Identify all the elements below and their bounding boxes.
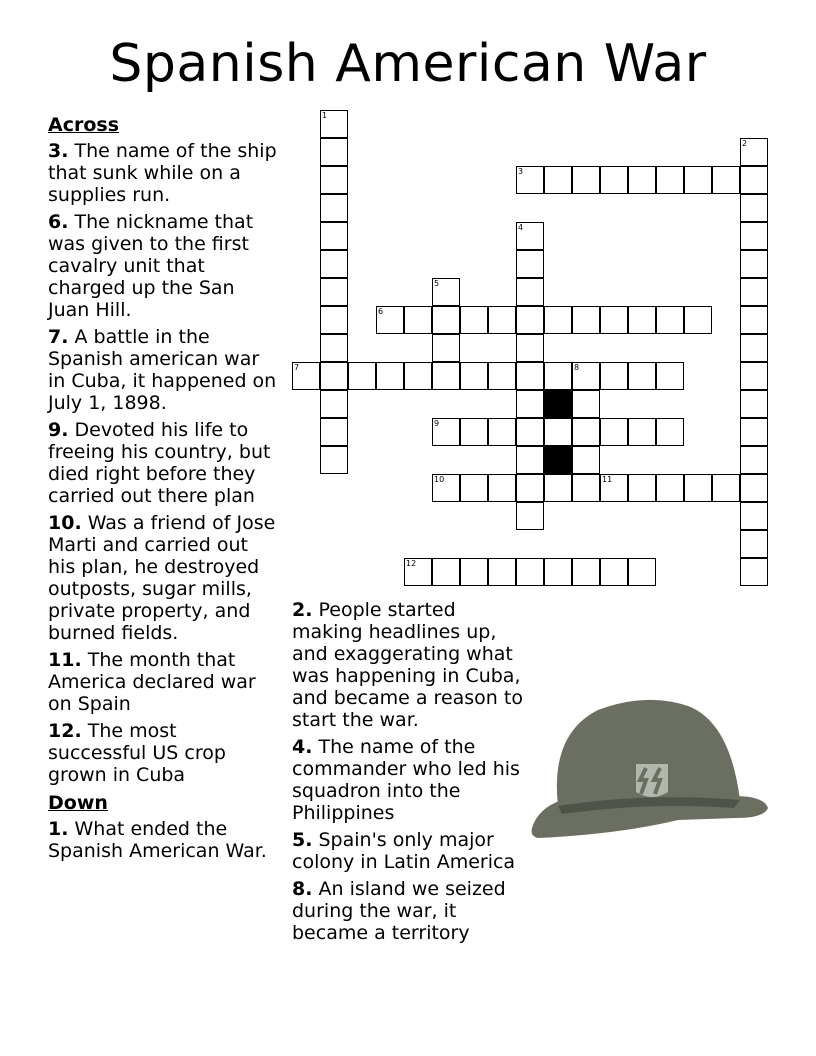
grid-block (544, 390, 572, 418)
grid-cell[interactable] (432, 418, 460, 446)
clue-text: A battle in the Spanish american war in Cuba, it happened on July 1, 1898. (48, 326, 277, 414)
grid-cell[interactable] (320, 250, 348, 278)
grid-cell[interactable] (684, 166, 712, 194)
grid-cell[interactable] (740, 362, 768, 390)
grid-cell[interactable] (516, 306, 544, 334)
cell-number: 3 (518, 167, 524, 176)
grid-cell[interactable] (572, 362, 600, 390)
grid-cell[interactable] (740, 138, 768, 166)
grid-cell[interactable] (656, 474, 684, 502)
clue-item (292, 736, 528, 824)
clue-number: 4. (292, 736, 313, 758)
grid-cell[interactable] (628, 166, 656, 194)
grid-cell[interactable] (432, 558, 460, 586)
clue-item (48, 211, 280, 321)
grid-cell[interactable] (544, 558, 572, 586)
grid-cell[interactable] (320, 418, 348, 446)
cell-number: 2 (742, 139, 748, 148)
clue-item (48, 720, 280, 786)
clue-item (292, 878, 528, 944)
grid-cell[interactable] (740, 222, 768, 250)
cell-number: 6 (378, 307, 384, 316)
grid-cell[interactable] (628, 362, 656, 390)
grid-cell[interactable] (320, 362, 348, 390)
clue-item (48, 649, 280, 715)
grid-cell[interactable] (460, 306, 488, 334)
clue-number: 2. (292, 599, 313, 621)
grid-block (544, 446, 572, 474)
clue-number: 3. (48, 140, 69, 162)
grid-cell[interactable] (320, 278, 348, 306)
grid-cell[interactable] (404, 362, 432, 390)
clue-text: What ended the Spanish American War. (48, 818, 267, 862)
grid-cell[interactable] (600, 166, 628, 194)
grid-cell[interactable] (488, 418, 516, 446)
grid-cell[interactable] (740, 194, 768, 222)
grid-cell[interactable] (432, 306, 460, 334)
grid-cell[interactable] (684, 474, 712, 502)
grid-cell[interactable] (740, 530, 768, 558)
grid-cell[interactable] (740, 446, 768, 474)
grid-cell[interactable] (544, 418, 572, 446)
grid-cell[interactable] (600, 418, 628, 446)
grid-cell[interactable] (656, 306, 684, 334)
grid-cell[interactable] (320, 222, 348, 250)
clue-text: An island we seized during the war, it became a territory (292, 878, 506, 944)
grid-cell[interactable] (376, 362, 404, 390)
grid-cell[interactable] (488, 306, 516, 334)
grid-cell[interactable] (628, 306, 656, 334)
grid-cell[interactable] (572, 558, 600, 586)
grid-cell[interactable] (376, 306, 404, 334)
grid-cell[interactable] (348, 362, 376, 390)
grid-cell[interactable] (740, 474, 768, 502)
grid-cell[interactable] (516, 390, 544, 418)
clue-item (48, 326, 280, 414)
clue-text: People started making headlines up, and exaggerating what was happening in Cuba, and became a reason to start the war. (292, 599, 523, 731)
grid-cell[interactable] (432, 334, 460, 362)
clue-item (292, 599, 528, 731)
grid-cell[interactable] (488, 558, 516, 586)
grid-cell[interactable] (544, 474, 572, 502)
grid-cell[interactable] (320, 166, 348, 194)
grid-cell[interactable] (320, 138, 348, 166)
clue-text: The month that America declared war on Spain (48, 649, 256, 715)
grid-cell[interactable] (740, 306, 768, 334)
grid-cell[interactable] (740, 278, 768, 306)
grid-cell[interactable] (600, 474, 628, 502)
grid-cell[interactable] (544, 166, 572, 194)
clue-number: 1. (48, 818, 69, 840)
grid-cell[interactable] (544, 306, 572, 334)
grid-cell[interactable] (572, 306, 600, 334)
grid-cell[interactable] (740, 558, 768, 586)
clue-item (48, 512, 280, 644)
down-clues-continued (292, 599, 528, 949)
grid-cell[interactable] (432, 278, 460, 306)
grid-cell[interactable] (320, 446, 348, 474)
grid-cell[interactable] (320, 110, 348, 138)
grid-cell[interactable] (572, 446, 600, 474)
grid-cell[interactable] (320, 194, 348, 222)
grid-cell[interactable] (516, 418, 544, 446)
grid-cell[interactable] (684, 306, 712, 334)
grid-cell[interactable] (572, 166, 600, 194)
grid-cell[interactable] (432, 362, 460, 390)
cell-number: 12 (406, 559, 417, 568)
cell-number: 11 (602, 475, 613, 484)
clue-number: 6. (48, 211, 69, 233)
clue-number: 7. (48, 326, 69, 348)
cell-number: 7 (294, 363, 300, 372)
across-clues (48, 114, 280, 867)
grid-cell[interactable] (460, 474, 488, 502)
grid-cell[interactable] (712, 474, 740, 502)
down-heading: Down (48, 792, 108, 814)
clue-item (292, 829, 528, 873)
cell-number: 4 (518, 223, 524, 232)
grid-cell[interactable] (740, 166, 768, 194)
grid-cell[interactable] (488, 474, 516, 502)
emblem-icon (636, 764, 668, 797)
clue-number: 5. (292, 829, 313, 851)
down-clue-list-left (48, 818, 280, 862)
grid-cell[interactable] (572, 474, 600, 502)
grid-cell[interactable] (516, 446, 544, 474)
grid-cell[interactable] (572, 390, 600, 418)
cell-number: 5 (434, 279, 440, 288)
grid-cell[interactable] (516, 474, 544, 502)
grid-cell[interactable] (320, 306, 348, 334)
grid-cell[interactable] (740, 502, 768, 530)
grid-cell[interactable] (656, 362, 684, 390)
grid-cell[interactable] (516, 250, 544, 278)
grid-cell[interactable] (432, 474, 460, 502)
clue-number: 11. (48, 649, 82, 671)
grid-cell[interactable] (516, 334, 544, 362)
grid-cell[interactable] (292, 362, 320, 390)
grid-cell[interactable] (320, 334, 348, 362)
grid-cell[interactable] (740, 418, 768, 446)
grid-cell[interactable] (656, 418, 684, 446)
clue-text: The name of the ship that sunk while on a supplies run. (48, 140, 277, 206)
across-clue-list (48, 140, 280, 786)
grid-cell[interactable] (460, 362, 488, 390)
grid-cell[interactable] (320, 390, 348, 418)
grid-cell[interactable] (460, 558, 488, 586)
grid-cell[interactable] (740, 250, 768, 278)
grid-cell[interactable] (516, 278, 544, 306)
helmet-icon (528, 696, 772, 846)
grid-cell[interactable] (600, 306, 628, 334)
grid-cell[interactable] (516, 166, 544, 194)
clue-item (48, 818, 280, 862)
grid-cell[interactable] (404, 306, 432, 334)
cell-number: 8 (574, 363, 580, 372)
grid-cell[interactable] (628, 558, 656, 586)
clue-number: 8. (292, 878, 313, 900)
clue-item (48, 419, 280, 507)
clue-text: Devoted his life to freeing his country, but died right before they carried out there plan (48, 419, 271, 507)
across-heading: Across (48, 114, 120, 136)
grid-cell[interactable] (628, 418, 656, 446)
grid-cell[interactable] (516, 502, 544, 530)
clue-item (48, 140, 280, 206)
grid-cell[interactable] (600, 362, 628, 390)
clue-text: The most successful US crop grown in Cuba (48, 720, 226, 786)
page-title: Spanish American War (109, 34, 707, 94)
clue-number: 9. (48, 419, 69, 441)
grid-cell[interactable] (628, 474, 656, 502)
grid-cell[interactable] (516, 558, 544, 586)
cell-number: 1 (322, 111, 328, 120)
grid-cell[interactable] (460, 418, 488, 446)
grid-cell[interactable] (488, 362, 516, 390)
down-clue-list-right (292, 599, 528, 944)
grid-cell[interactable] (572, 418, 600, 446)
grid-cell[interactable] (516, 222, 544, 250)
clue-number: 10. (48, 512, 82, 534)
grid-cell[interactable] (544, 362, 572, 390)
clue-text: The name of the commander who led his squadron into the Philippines (292, 736, 520, 824)
grid-cell[interactable] (516, 362, 544, 390)
clue-text: Spain's only major colony in Latin America (292, 829, 516, 873)
cell-number: 10 (434, 475, 445, 484)
grid-cell[interactable] (740, 390, 768, 418)
clue-text: The nickname that was given to the first cavalry unit that charged up the San Juan Hill. (48, 211, 254, 321)
grid-cell[interactable] (600, 558, 628, 586)
grid-cell[interactable] (712, 166, 740, 194)
grid-cell[interactable] (656, 166, 684, 194)
grid-cell[interactable] (740, 334, 768, 362)
grid-cell[interactable] (404, 558, 432, 586)
clue-number: 12. (48, 720, 82, 742)
cell-number: 9 (434, 419, 440, 428)
clue-text: Was a friend of Jose Marti and carried out his plan, he destroyed outposts, sugar mills, private property, and burned fields. (48, 512, 276, 644)
